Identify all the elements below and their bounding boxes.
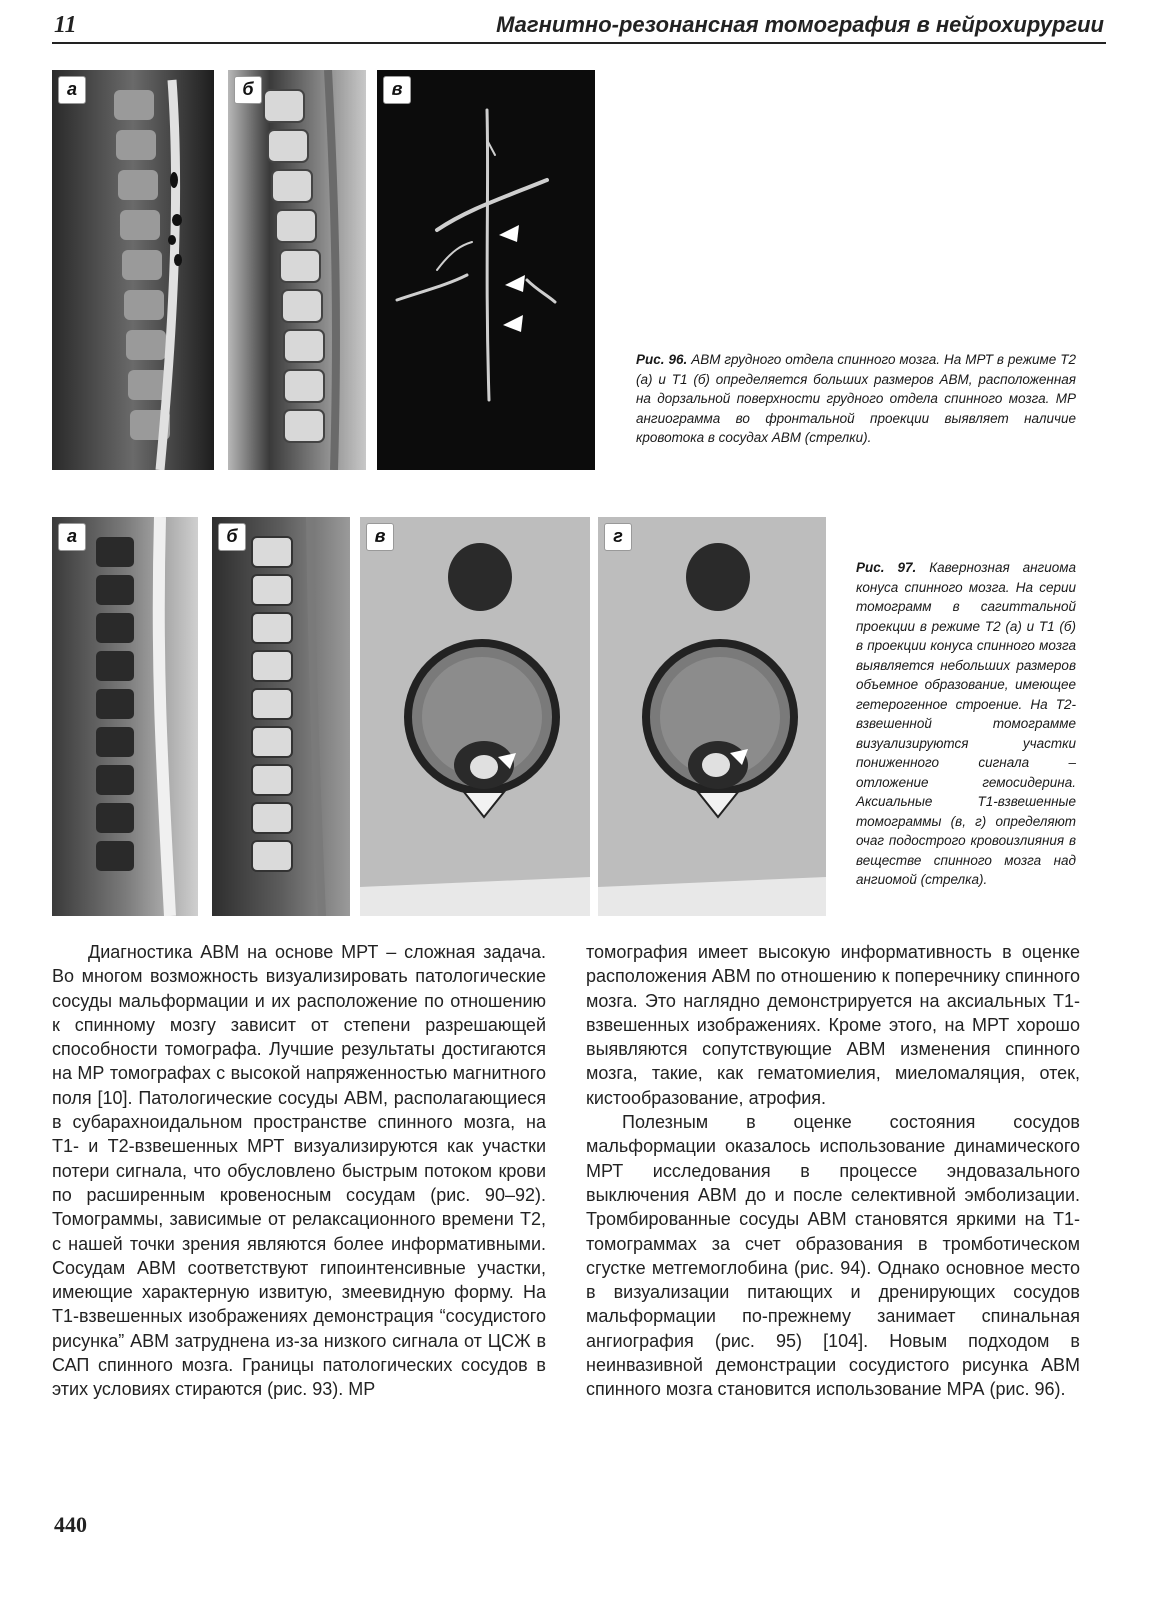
fig96-caption-lead: Рис. 96.: [636, 352, 688, 367]
fig96-panel-b-label: б: [234, 76, 262, 104]
fig96-panel-c-image: [377, 70, 595, 470]
fig97-panel-c-image: [360, 517, 590, 916]
chapter-number: 11: [54, 12, 77, 38]
body-left-column: [52, 940, 546, 1402]
page-number: 440: [54, 1512, 87, 1537]
fig97-panel-d-image: [598, 517, 826, 916]
fig97-caption-lead: Рис. 97.: [856, 560, 917, 575]
fig97-panel-d-label: г: [604, 523, 632, 551]
body-right-column: [586, 940, 1080, 1402]
fig96-caption: [636, 350, 1076, 448]
fig96-panel-a-label: а: [58, 76, 86, 104]
running-title: Магнитно-резонансная томография в нейрохирургии: [496, 12, 1104, 37]
fig96-panel-a-image: [52, 70, 214, 470]
fig97-panel-c-label: в: [366, 523, 394, 551]
header-rule: [52, 42, 1106, 44]
fig97-panel-b-label: б: [218, 523, 246, 551]
fig97-panel-a-label: а: [58, 523, 86, 551]
body-right-paragraph-1: томография имеет высокую информативность в оценке расположения АВМ по отношению к поперечнику спинного мозга. Это наглядно демонстрируется на аксиальных Т1-взвешенных изображениях. Кроме этого, на МРТ хорошо выявляются сопутствующие АВМ изменения спинного мозга, такие, как гематомиелия, миеломаляция, отек, кистообразование, атрофия.: [586, 942, 1080, 1108]
body-right-paragraph-2: Полезным в оценке состояния сосудов мальформации оказалось использование динамического МРТ исследования в процессе эндовазального выключения АВМ до и после селективной эмболизации. Тромбированные сосуды АВМ становятся яркими на Т1-томограммах за счет образования в тромботическом сгустке метгемоглобина (рис. 94). Однако основное место в визуализации питающих и дренирующих сосудов мальформации по-прежнему занимает спинальная ангиография (рис. 95) [104]. Новым подходом в неинвазивной демонстрации сосудистого рисунка АВМ спинного мозга становится использование МРА (рис. 96).: [586, 1112, 1080, 1400]
fig96-panel-b-image: [228, 70, 366, 470]
fig97-panel-b-image: [212, 517, 350, 916]
fig97-caption-text: Кавернозная ангиома конуса спинного мозга. На серии томограмм в сагиттальной проекции в режиме Т2 (а) и Т1 (б) в проекции конуса спинного мозга выявляется небольших размеров объемное образование, имеющее гетерогенное строение. На Т2-взвешенной томограмме визуализируются участки пониженного сигнала – отложение гемосидерина. Аксиальные Т1-взвешенные томограммы (в, г) определяют очаг подострого кровоизлияния в веществе спинного мозга над ангиомой (стрелка).: [856, 560, 1076, 887]
fig96-panel-c-label: в: [383, 76, 411, 104]
fig97-caption: [856, 558, 1076, 890]
fig96-caption-text: АВМ грудного отдела спинного мозга. На МРТ в режиме Т2 (а) и Т1 (б) определяется больших размеров АВМ, расположенная на дорзальной поверхности грудного отдела спинного мозга. МР ангиограмма во фронтальной проекции выявляет наличие кровотока в сосудах АВМ (стрелки).: [636, 352, 1077, 445]
body-left-paragraph: Диагностика АВМ на основе МРТ – сложная задача. Во многом возможность визуализировать патологические сосуды мальформации и их расположение по отношению к спинному мозгу зависит от степени разрешающей способности томографа. Лучшие результаты достигаются на МР томографах с высокой напряженностью магнитного поля [10]. Патологические сосуды АВМ, располагающиеся в субарахноидальном пространстве спинного мозга, на Т1- и Т2-взвешенных МРТ визуализируются как участки потери сигнала, что обусловлено быстрым потоком крови по расширенным кровеносным сосудам (рис. 90–92). Томограммы, зависимые от релаксационного времени Т2, с нашей точки зрения являются более информативными. Сосудам АВМ соответствуют гипоинтенсивные участки, имеющие характерную извитую, змеевидную форму. На Т1-взвешенных изображениях демонстрация “сосудистого рисунка” АВМ затруднена из-за низкого сигнала от ЦСЖ в САП спинного мозга. Границы патологических сосудов в этих условиях стираются (рис. 93). МР: [52, 942, 546, 1400]
fig97-panel-a-image: [52, 517, 198, 916]
